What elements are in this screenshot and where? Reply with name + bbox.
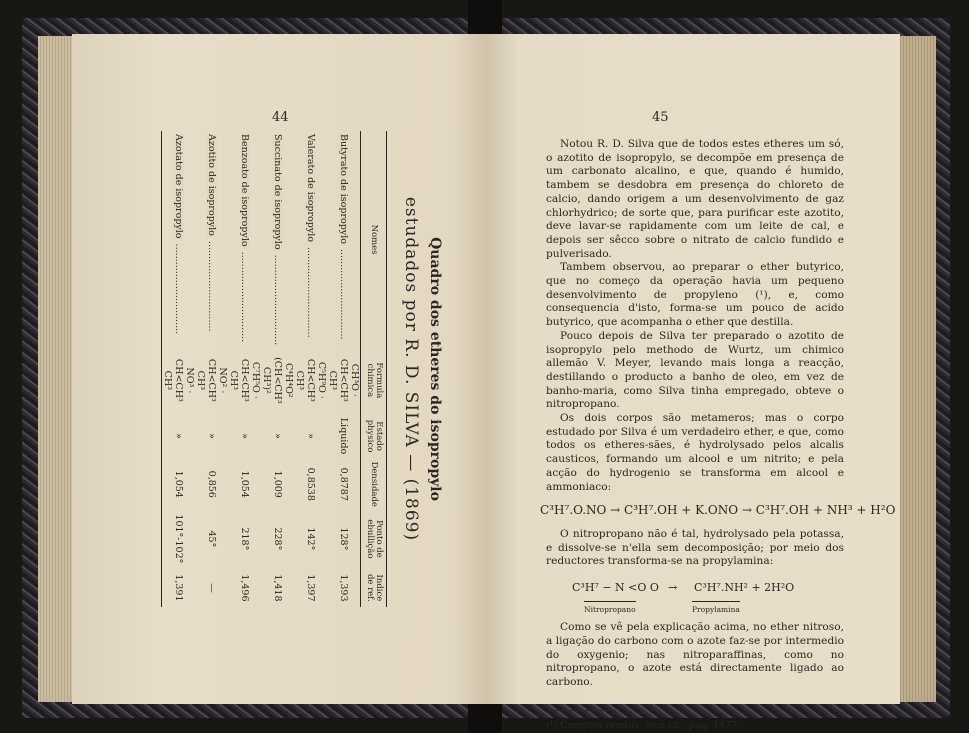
table-row <box>228 131 261 607</box>
cell-name: Azotito de isopropylo .............................. <box>206 134 218 332</box>
cell-formula: C⁵H⁹O · CH<CH³ CH³ <box>294 358 328 402</box>
eq2-left: C³H⁷ − N <O O <box>572 581 659 595</box>
paragraph: Os dois corpos são metameros; mas o corpo estudado por Silva é um verdadeiro ether, e que, como todos os etheres-sães, é hydrolysado pelos alcalis causticos, formando um alcool e um nitrito; e pela acção do hydrogenio se transforma em alcool e ammoniaco: <box>546 412 844 493</box>
cell-boiling: 142° <box>305 527 317 551</box>
cell-boiling: 45° <box>206 530 218 548</box>
table-row <box>261 131 294 607</box>
eq2-right: C³H⁷.NH² + 2H²O <box>694 581 795 595</box>
cell-index: — <box>206 583 218 593</box>
equation-reduction <box>546 573 844 617</box>
header-formula: Formula chimica <box>361 348 387 412</box>
header-index: Indice de ref. <box>361 569 387 607</box>
footnote: (¹) Comptes rendus, loco cit., pag. 1477. <box>546 719 741 731</box>
cell-state: » <box>206 433 218 439</box>
paragraph: Notou R. D. Silva que de todos estes etheres um só, o azotito de isopropylo, se decompõe em presença de um carbonato alcalino, e que, quando é humido, tambem se desdobra em presença do chloreto de calcio, dando origem a um desenvolvimento de gaz chlorhydrico; de sorte que, para purificar este azotito, deve lavar-se rapidamente com um leite de cal, e depois ser sêcco sobre o nitrato de calcio fundido e pulverisado. <box>546 138 844 260</box>
paragraph: Tambem observou, ao preparar o ether butyrico, que no começo da operação havia um pequeno desenvolvimento de propyleno (¹), e, como consequencia d'isto, forma-se um pouco de acido butyrico, que acompanha o ether que destilla. <box>546 261 844 329</box>
cell-density: 0,8787 <box>338 467 350 501</box>
cell-boiling: 101°-102° <box>162 509 196 569</box>
page-edges-right <box>898 36 936 702</box>
cell-boiling: 228° <box>272 527 284 551</box>
cell-index: 1,418 <box>272 574 284 602</box>
paragraph: Como se vê pela explicação acima, no ether nitroso, a ligação do carbono com o azote faz-se por intermedio do oxygenio; nas nitroparaffinas, como no nitropropano, o azote está directamente ligado ao carbono. <box>546 621 844 688</box>
ethers-table <box>161 131 387 607</box>
cell-density: 1,009 <box>272 470 284 498</box>
cell-state: » <box>162 413 196 460</box>
table-row <box>327 131 361 607</box>
cell-name: Azotato de isopropylo .............................. <box>162 131 196 348</box>
table-row <box>162 131 196 607</box>
paragraph: Pouco depois de Silva ter preparado o azotito de isopropylo pelo methodo de Wurtz, um chimico allemão V. Meyer, levando mais longa a reacção, destillando o producto a banho de oleo, em vez de banho-maria, como Silva tinha empregado, obteve o nitropropano. <box>546 329 844 411</box>
cell-formula: C⁴H⁴O² (CH<CH³ CH³)² <box>261 357 295 404</box>
page-number-right: 45 <box>652 110 669 125</box>
cell-density: 1,054 <box>239 470 251 498</box>
cell-index: 1,397 <box>305 574 317 602</box>
cell-state: » <box>272 433 284 439</box>
cell-density: 0,8538 <box>305 467 317 501</box>
cell-state: » <box>305 433 317 439</box>
header-state: Estado physico <box>361 413 387 460</box>
header-name: Nomes <box>361 131 387 348</box>
cell-formula: C⁷H⁵O · CH<CH³ CH³ <box>228 358 262 402</box>
cell-name: Succinato de isopropylo .............................. <box>272 134 284 346</box>
cell-formula: NO² · CH<CH³ CH³ <box>195 358 229 402</box>
left-page <box>72 34 486 704</box>
cell-formula: NO³ · CH<CH³ CH³ <box>162 348 196 412</box>
equation-hydrolysis: C³H⁷.O.NO → C³H⁷.OH + K.ONO → C³H⁷.OH + NH³ + H²O <box>540 503 896 518</box>
cell-formula: CH³O · CH<CH³ CH³ <box>327 358 361 402</box>
cell-name: Butyrato de isopropylo .............................. <box>338 134 350 340</box>
cell-state: Liquido <box>338 417 350 455</box>
table-row <box>195 131 228 607</box>
paragraph: O nitropropano não é tal, hydrolysado pela potassa, e dissolve-se n'ella sem decomposição; por meio dos reductores transforma-se na propylamina: <box>546 527 844 568</box>
cell-index: 1,496 <box>239 574 251 602</box>
eq2-arrow: → <box>668 581 678 595</box>
cell-index: 1,393 <box>338 574 350 602</box>
cell-name: Valerato de isopropylo .............................. <box>305 134 317 338</box>
label-propylamina: Propylamina <box>692 601 740 617</box>
page-number-left: 44 <box>272 110 289 125</box>
cell-index: 1,391 <box>162 569 196 607</box>
table-title: Quadro dos etheres do isopropylo <box>427 237 443 501</box>
cell-boiling: 218° <box>239 527 251 551</box>
cell-boiling: 128° <box>338 527 350 551</box>
table-row <box>294 131 327 607</box>
header-boiling: Ponto de ebullição <box>361 509 387 569</box>
header-density: Densidade <box>361 460 387 509</box>
cell-name: Benzoato de isopropylo .............................. <box>239 134 251 343</box>
body-text <box>540 138 896 732</box>
footnote-rule <box>546 710 616 711</box>
label-nitropropano: Nitropropano <box>584 601 636 617</box>
table-subtitle: estudados por R. D. SILVA — (1869) <box>401 196 421 542</box>
page-edges-left <box>38 36 74 702</box>
cell-density: 1,054 <box>162 460 196 509</box>
right-page <box>486 34 900 731</box>
cell-state: » <box>239 433 251 439</box>
rotated-table-block <box>159 119 449 619</box>
cell-density: 0,856 <box>206 470 218 498</box>
